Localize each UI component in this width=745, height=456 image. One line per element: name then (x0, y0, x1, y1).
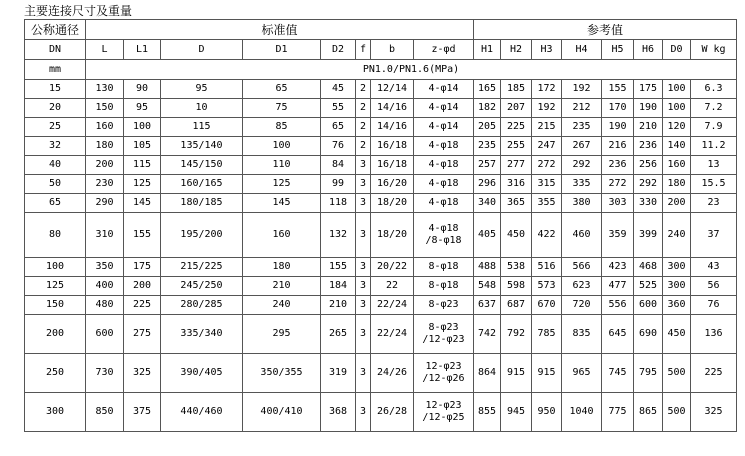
cell-f: 2 (356, 80, 371, 99)
cell-f: 2 (356, 118, 371, 137)
cell-f: 3 (356, 156, 371, 175)
cell-h2: 316 (501, 175, 532, 194)
cell-b: 14/16 (371, 99, 414, 118)
cell-f: 3 (356, 393, 371, 432)
cell-d1: 85 (243, 118, 321, 137)
cell-l1: 125 (124, 175, 161, 194)
cell-b: 16/18 (371, 137, 414, 156)
col-header-d1: D1 (243, 40, 321, 60)
cell-z-phi-d: 4-φ18 (414, 194, 474, 213)
cell-d: 160/165 (161, 175, 243, 194)
cell-h6: 468 (634, 258, 663, 277)
cell-z-phi-d: 4-φ18 (414, 175, 474, 194)
cell-h4: 720 (562, 296, 602, 315)
cell-h2: 538 (501, 258, 532, 277)
cell-d: 95 (161, 80, 243, 99)
cell-h4: 380 (562, 194, 602, 213)
cell-h5: 155 (602, 80, 634, 99)
cell-f: 3 (356, 175, 371, 194)
cell-h3: 516 (532, 258, 562, 277)
cell-h4: 292 (562, 156, 602, 175)
cell-h6: 210 (634, 118, 663, 137)
cell-z-phi-d: 4-φ18 (414, 137, 474, 156)
cell-b: 16/20 (371, 175, 414, 194)
cell-l: 400 (86, 277, 124, 296)
table-row (25, 277, 737, 296)
cell-h4: 566 (562, 258, 602, 277)
bolt-spec-line-2: /12-φ25 (422, 412, 465, 423)
cell-z-phi-d (414, 354, 474, 393)
cell-h4: 335 (562, 175, 602, 194)
cell-h4: 267 (562, 137, 602, 156)
cell-weight: 15.5 (691, 175, 737, 194)
cell-d1: 180 (243, 258, 321, 277)
cell-h6: 399 (634, 213, 663, 258)
cell-z-phi-d: 4-φ14 (414, 118, 474, 137)
cell-d2: 132 (321, 213, 356, 258)
cell-h2: 945 (501, 393, 532, 432)
cell-h2: 277 (501, 156, 532, 175)
mm-unit-label: mm (25, 60, 86, 80)
cell-z-phi-d: 4-φ14 (414, 99, 474, 118)
col-header-h5: H5 (602, 40, 634, 60)
col-header-f: f (356, 40, 371, 60)
cell-h3: 215 (532, 118, 562, 137)
col-header-l: L (86, 40, 124, 60)
cell-h1: 855 (474, 393, 501, 432)
cell-h6: 600 (634, 296, 663, 315)
bolt-spec-line-1: 12-φ23 (425, 361, 462, 372)
cell-d1: 65 (243, 80, 321, 99)
cell-h4: 1040 (562, 393, 602, 432)
col-header-d0: D0 (663, 40, 691, 60)
cell-h1: 637 (474, 296, 501, 315)
table-row (25, 194, 737, 213)
cell-b: 22/24 (371, 315, 414, 354)
cell-f: 3 (356, 296, 371, 315)
cell-h2: 225 (501, 118, 532, 137)
cell-h3: 915 (532, 354, 562, 393)
cell-weight: 56 (691, 277, 737, 296)
cell-d: 10 (161, 99, 243, 118)
cell-l: 290 (86, 194, 124, 213)
cell-d: 180/185 (161, 194, 243, 213)
cell-f: 3 (356, 258, 371, 277)
cell-b: 14/16 (371, 118, 414, 137)
cell-d: 115 (161, 118, 243, 137)
cell-h6: 330 (634, 194, 663, 213)
cell-d1: 100 (243, 137, 321, 156)
col-header-h1: H1 (474, 40, 501, 60)
cell-d2: 184 (321, 277, 356, 296)
cell-d0: 100 (663, 80, 691, 99)
cell-h2: 792 (501, 315, 532, 354)
cell-f: 2 (356, 137, 371, 156)
cell-weight: 225 (691, 354, 737, 393)
cell-weight: 37 (691, 213, 737, 258)
cell-l: 150 (86, 99, 124, 118)
cell-h1: 488 (474, 258, 501, 277)
cell-dn: 32 (25, 137, 86, 156)
page-title: 主要连接尺寸及重量 (24, 4, 133, 18)
cell-d1: 350/355 (243, 354, 321, 393)
cell-h2: 598 (501, 277, 532, 296)
table-row (25, 393, 737, 432)
table-row (25, 213, 737, 258)
col-header-z-phi-d: z-φd (414, 40, 474, 60)
cell-d1: 160 (243, 213, 321, 258)
cell-weight: 13 (691, 156, 737, 175)
cell-l1: 155 (124, 213, 161, 258)
cell-l1: 95 (124, 99, 161, 118)
cell-b: 24/26 (371, 354, 414, 393)
cell-h2: 915 (501, 354, 532, 393)
cell-f: 3 (356, 213, 371, 258)
cell-h6: 236 (634, 137, 663, 156)
cell-h3: 573 (532, 277, 562, 296)
cell-h6: 292 (634, 175, 663, 194)
cell-l: 730 (86, 354, 124, 393)
reference-values-header: 参考值 (474, 20, 737, 40)
cell-l1: 115 (124, 156, 161, 175)
cell-h5: 170 (602, 99, 634, 118)
cell-f: 3 (356, 315, 371, 354)
cell-d: 390/405 (161, 354, 243, 393)
cell-d2: 155 (321, 258, 356, 277)
cell-z-phi-d: 8-φ23 (414, 296, 474, 315)
bolt-spec-line-1: 12-φ23 (425, 400, 462, 411)
cell-b: 26/28 (371, 393, 414, 432)
cell-d: 245/250 (161, 277, 243, 296)
group-header-row (25, 20, 737, 40)
cell-d0: 140 (663, 137, 691, 156)
cell-d: 335/340 (161, 315, 243, 354)
cell-h5: 775 (602, 393, 634, 432)
cell-h2: 255 (501, 137, 532, 156)
cell-h1: 165 (474, 80, 501, 99)
bolt-spec-line-2: /12-φ26 (422, 373, 465, 384)
cell-d2: 210 (321, 296, 356, 315)
cell-h3: 247 (532, 137, 562, 156)
cell-h1: 742 (474, 315, 501, 354)
cell-d0: 450 (663, 315, 691, 354)
cell-h6: 190 (634, 99, 663, 118)
cell-d: 215/225 (161, 258, 243, 277)
cell-d2: 118 (321, 194, 356, 213)
cell-l: 600 (86, 315, 124, 354)
table-row (25, 315, 737, 354)
cell-dn: 65 (25, 194, 86, 213)
cell-b: 18/20 (371, 213, 414, 258)
cell-h6: 525 (634, 277, 663, 296)
cell-h6: 865 (634, 393, 663, 432)
cell-b: 20/22 (371, 258, 414, 277)
cell-d: 280/285 (161, 296, 243, 315)
cell-h4: 965 (562, 354, 602, 393)
cell-l: 850 (86, 393, 124, 432)
cell-d2: 55 (321, 99, 356, 118)
bolt-spec-line-2: /12-φ23 (422, 334, 465, 345)
cell-l1: 275 (124, 315, 161, 354)
col-header-h6: H6 (634, 40, 663, 60)
column-header-row (25, 40, 737, 60)
cell-h4: 192 (562, 80, 602, 99)
cell-h1: 405 (474, 213, 501, 258)
pressure-row (25, 60, 737, 80)
cell-l: 180 (86, 137, 124, 156)
bolt-spec-line-1: 8-φ23 (428, 322, 459, 333)
cell-d1: 210 (243, 277, 321, 296)
cell-h3: 950 (532, 393, 562, 432)
cell-d0: 300 (663, 258, 691, 277)
cell-l1: 105 (124, 137, 161, 156)
col-header-b: b (371, 40, 414, 60)
cell-b: 12/14 (371, 80, 414, 99)
col-header-d2: D2 (321, 40, 356, 60)
cell-h3: 670 (532, 296, 562, 315)
bolt-spec-line-2: /8-φ18 (425, 235, 462, 246)
cell-d2: 319 (321, 354, 356, 393)
cell-dn: 40 (25, 156, 86, 175)
cell-weight: 325 (691, 393, 737, 432)
cell-h3: 785 (532, 315, 562, 354)
cell-h6: 256 (634, 156, 663, 175)
standard-values-header: 标准值 (86, 20, 474, 40)
cell-l: 480 (86, 296, 124, 315)
cell-h5: 303 (602, 194, 634, 213)
bolt-spec-line-1: 4-φ18 (428, 223, 459, 234)
cell-h5: 190 (602, 118, 634, 137)
cell-h4: 835 (562, 315, 602, 354)
cell-d: 135/140 (161, 137, 243, 156)
cell-l1: 175 (124, 258, 161, 277)
dimension-weight-table (24, 19, 737, 432)
cell-d0: 240 (663, 213, 691, 258)
cell-l1: 100 (124, 118, 161, 137)
table-row (25, 99, 737, 118)
cell-l1: 325 (124, 354, 161, 393)
cell-l1: 375 (124, 393, 161, 432)
cell-dn: 25 (25, 118, 86, 137)
table-row (25, 137, 737, 156)
cell-weight: 11.2 (691, 137, 737, 156)
cell-b: 22 (371, 277, 414, 296)
cell-h5: 359 (602, 213, 634, 258)
cell-h5: 423 (602, 258, 634, 277)
cell-weight: 7.2 (691, 99, 737, 118)
cell-d2: 76 (321, 137, 356, 156)
cell-d1: 125 (243, 175, 321, 194)
cell-h1: 296 (474, 175, 501, 194)
cell-h5: 556 (602, 296, 634, 315)
cell-h6: 795 (634, 354, 663, 393)
col-header-h2: H2 (501, 40, 532, 60)
cell-f: 3 (356, 194, 371, 213)
cell-h1: 864 (474, 354, 501, 393)
cell-l1: 200 (124, 277, 161, 296)
cell-h5: 745 (602, 354, 634, 393)
cell-h3: 422 (532, 213, 562, 258)
cell-h3: 172 (532, 80, 562, 99)
cell-l: 200 (86, 156, 124, 175)
cell-z-phi-d: 4-φ18 (414, 156, 474, 175)
cell-d0: 200 (663, 194, 691, 213)
cell-dn: 150 (25, 296, 86, 315)
cell-d0: 120 (663, 118, 691, 137)
cell-d0: 180 (663, 175, 691, 194)
cell-h4: 623 (562, 277, 602, 296)
cell-h4: 212 (562, 99, 602, 118)
cell-d0: 100 (663, 99, 691, 118)
cell-f: 2 (356, 99, 371, 118)
cell-d: 145/150 (161, 156, 243, 175)
cell-z-phi-d (414, 393, 474, 432)
cell-l: 310 (86, 213, 124, 258)
dn-header: DN (25, 40, 86, 60)
col-header-h3: H3 (532, 40, 562, 60)
cell-h6: 175 (634, 80, 663, 99)
cell-weight: 7.9 (691, 118, 737, 137)
cell-d1: 295 (243, 315, 321, 354)
table-row (25, 354, 737, 393)
cell-h6: 690 (634, 315, 663, 354)
cell-h2: 207 (501, 99, 532, 118)
cell-d1: 400/410 (243, 393, 321, 432)
cell-weight: 136 (691, 315, 737, 354)
cell-dn: 300 (25, 393, 86, 432)
cell-h5: 272 (602, 175, 634, 194)
cell-h5: 645 (602, 315, 634, 354)
cell-h2: 450 (501, 213, 532, 258)
cell-h2: 365 (501, 194, 532, 213)
cell-dn: 125 (25, 277, 86, 296)
cell-weight: 6.3 (691, 80, 737, 99)
cell-l: 230 (86, 175, 124, 194)
cell-h3: 192 (532, 99, 562, 118)
cell-d1: 240 (243, 296, 321, 315)
cell-h3: 272 (532, 156, 562, 175)
cell-h1: 182 (474, 99, 501, 118)
table-row (25, 118, 737, 137)
cell-b: 22/24 (371, 296, 414, 315)
cell-dn: 80 (25, 213, 86, 258)
cell-h1: 340 (474, 194, 501, 213)
cell-z-phi-d (414, 315, 474, 354)
cell-l1: 225 (124, 296, 161, 315)
cell-f: 3 (356, 354, 371, 393)
cell-h2: 185 (501, 80, 532, 99)
col-header-h4: H4 (562, 40, 602, 60)
cell-z-phi-d: 8-φ18 (414, 258, 474, 277)
cell-h1: 548 (474, 277, 501, 296)
cell-d2: 65 (321, 118, 356, 137)
nominal-diameter-header: 公称通径 (25, 20, 86, 40)
cell-h5: 477 (602, 277, 634, 296)
cell-dn: 100 (25, 258, 86, 277)
cell-h4: 460 (562, 213, 602, 258)
cell-d1: 110 (243, 156, 321, 175)
col-header-l1: L1 (124, 40, 161, 60)
cell-h3: 355 (532, 194, 562, 213)
cell-b: 16/18 (371, 156, 414, 175)
cell-dn: 200 (25, 315, 86, 354)
cell-d: 440/460 (161, 393, 243, 432)
cell-d2: 84 (321, 156, 356, 175)
table-row (25, 175, 737, 194)
table-row (25, 80, 737, 99)
cell-z-phi-d: 4-φ14 (414, 80, 474, 99)
cell-weight: 76 (691, 296, 737, 315)
cell-dn: 15 (25, 80, 86, 99)
cell-dn: 50 (25, 175, 86, 194)
pressure-rating-label: PN1.0/PN1.6(MPa) (86, 60, 737, 80)
cell-h5: 236 (602, 156, 634, 175)
table-row (25, 156, 737, 175)
cell-h1: 235 (474, 137, 501, 156)
table-row (25, 296, 737, 315)
cell-l1: 145 (124, 194, 161, 213)
cell-d0: 500 (663, 354, 691, 393)
cell-d0: 360 (663, 296, 691, 315)
cell-h1: 257 (474, 156, 501, 175)
cell-z-phi-d: 8-φ18 (414, 277, 474, 296)
cell-d2: 99 (321, 175, 356, 194)
cell-l: 350 (86, 258, 124, 277)
cell-h3: 315 (532, 175, 562, 194)
cell-h5: 216 (602, 137, 634, 156)
cell-dn: 250 (25, 354, 86, 393)
cell-l1: 90 (124, 80, 161, 99)
cell-z-phi-d (414, 213, 474, 258)
cell-d1: 75 (243, 99, 321, 118)
table-row (25, 258, 737, 277)
col-header-d: D (161, 40, 243, 60)
cell-l: 160 (86, 118, 124, 137)
cell-d0: 160 (663, 156, 691, 175)
cell-weight: 43 (691, 258, 737, 277)
col-header-weight: W kg (691, 40, 737, 60)
cell-l: 130 (86, 80, 124, 99)
cell-h1: 205 (474, 118, 501, 137)
cell-dn: 20 (25, 99, 86, 118)
cell-b: 18/20 (371, 194, 414, 213)
cell-d: 195/200 (161, 213, 243, 258)
cell-h2: 687 (501, 296, 532, 315)
cell-f: 3 (356, 277, 371, 296)
cell-h4: 235 (562, 118, 602, 137)
cell-d0: 300 (663, 277, 691, 296)
cell-weight: 23 (691, 194, 737, 213)
cell-d2: 265 (321, 315, 356, 354)
cell-d2: 368 (321, 393, 356, 432)
cell-d2: 45 (321, 80, 356, 99)
cell-d1: 145 (243, 194, 321, 213)
cell-d0: 500 (663, 393, 691, 432)
